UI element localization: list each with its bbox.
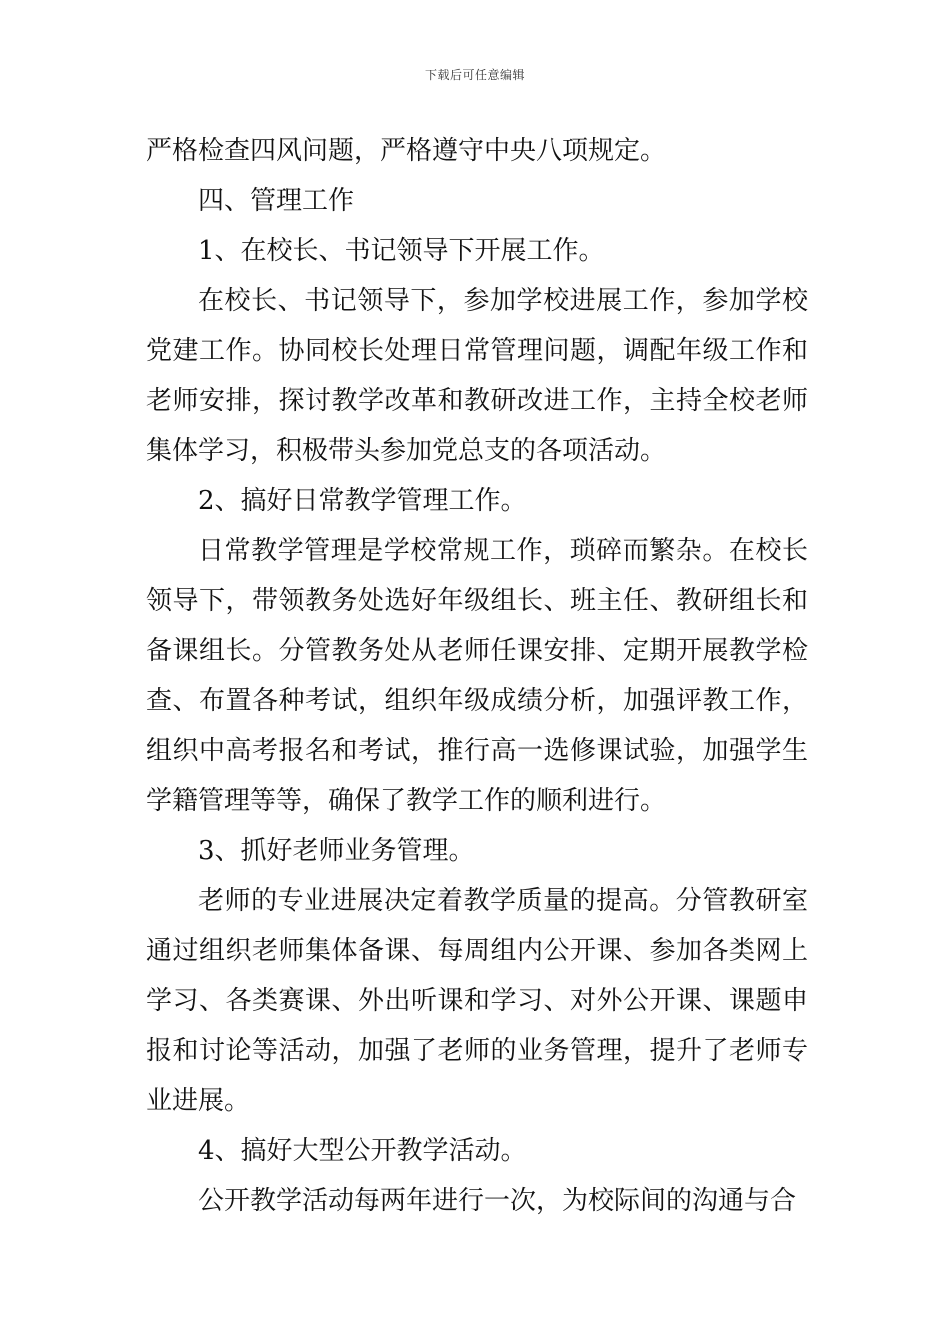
subsection-title-4: 4、搞好大型公开教学活动。: [198, 1136, 527, 1166]
document-body: [146, 126, 808, 1226]
paragraph-continuation: 严格检查四风问题，严格遵守中央八项规定。: [146, 136, 667, 166]
subsection-text-1: 在校长、书记领导下，参加学校进展工作，参加学校党建工作。协同校长处理日常管理问题，调配年级工作和老师安排，探讨教学改革和教研改进工作，主持全校老师集体学习，积极带头参加党总支的各项活动。: [146, 286, 808, 466]
subsection-text-4: 公开教学活动每两年进行一次，为校际间的沟通与合: [198, 1186, 797, 1216]
subsection-title-2: 2、搞好日常教学管理工作。: [198, 486, 527, 516]
subsection-text-3: 老师的专业进展决定着教学质量的提高。分管教研室通过组织老师集体备课、每周组内公开课、参加各类网上学习、各类赛课、外出听课和学习、对外公开课、课题申报和讨论等活动，加强了老师的业务管理，提升了老师专业进展。: [146, 886, 808, 1116]
section-heading: 四、管理工作: [198, 186, 355, 216]
subsection-title-3: 3、抓好老师业务管理。: [198, 836, 475, 866]
subsection-title-1: 1、在校长、书记领导下开展工作。: [198, 236, 605, 266]
page-header: 下载后可任意编辑: [424, 68, 525, 82]
subsection-text-2: 日常教学管理是学校常规工作，琐碎而繁杂。在校长领导下，带领教务处选好年级组长、班主任、教研组长和备课组长。分管教务处从老师任课安排、定期开展教学检查、布置各种考试，组织年级成绩分析，加强评教工作，组织中高考报名和考试，推行高一选修课试验，加强学生学籍管理等等，确保了教学工作的顺利进行。: [146, 536, 808, 816]
